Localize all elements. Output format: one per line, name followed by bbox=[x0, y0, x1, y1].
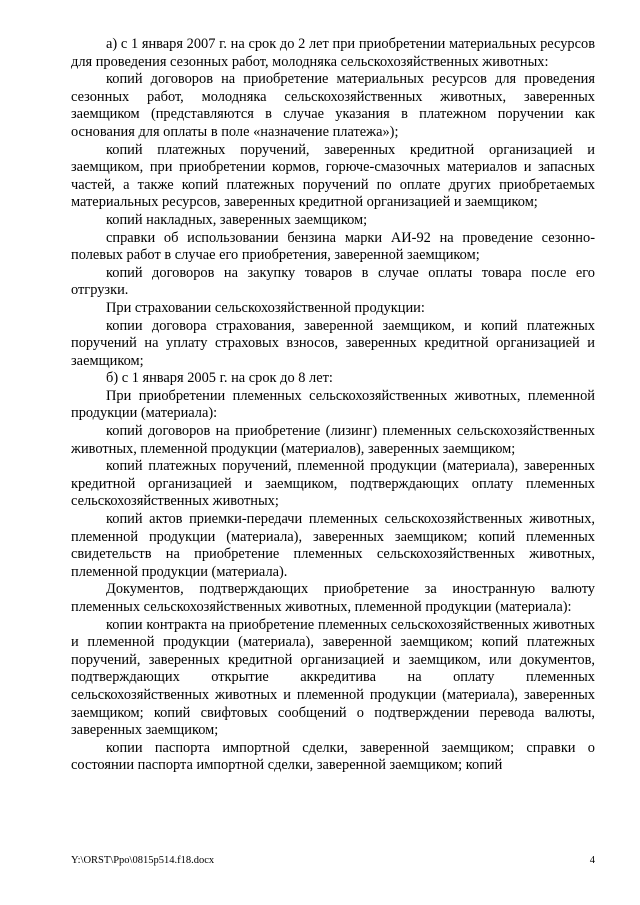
paragraph: копий договоров на закупку товаров в случае оплаты товара после его отгрузки. bbox=[71, 264, 595, 299]
file-path: Y:\ORST\Ppo\0815p514.f18.docx bbox=[71, 855, 215, 866]
document-body bbox=[71, 36, 595, 775]
paragraph: При приобретении племенных сельскохозяйственных животных, племенной продукции (материала): bbox=[71, 387, 595, 422]
paragraph: копий актов приемки-передачи племенных сельскохозяйственных животных, племенной продукции (материала), заверенных заемщиком; копий племенных свидетельств на приобретение племенных сельскохозяйственных животных, племенной продукции (материала). bbox=[71, 511, 595, 580]
paragraph: копий договоров на приобретение материальных ресурсов для проведения сезонных работ, молодняка сельскохозяйственных животных, заверенных заемщиком (представляются в случае указания в платежном поручении как основания для оплаты в поле «назначение платежа»); bbox=[71, 71, 595, 140]
paragraph: Документов, подтверждающих приобретение за иностранную валюту племенных сельскохозяйственных животных, племенной продукции (материала): bbox=[71, 581, 595, 615]
page-number: 4 bbox=[589, 855, 595, 866]
paragraph: копии паспорта импортной сделки, заверенной заемщиком; справки о состоянии паспорта импортной сделки, заверенной заемщиком; копий bbox=[71, 739, 595, 774]
paragraph: копий накладных, заверенных заемщиком; bbox=[106, 211, 368, 228]
paragraph: копий договоров на приобретение (лизинг) племенных сельскохозяйственных животных, племенной продукции (материалов), заверенных заемщиком; bbox=[71, 423, 595, 457]
paragraph: копии договора страхования, заверенной заемщиком, и копий платежных поручений на уплату страховых взносов, заверенных кредитной организацией и заемщиком; bbox=[71, 317, 595, 369]
paragraph: копий платежных поручений, заверенных кредитной организацией и заемщиком, при приобретении кормов, горюче-смазочных материалов и запасных частей, а также копий платежных поручений по оплате других приобретаемых материальных ресурсов, заверенных кредитной организацией и заемщиком; bbox=[71, 141, 595, 211]
paragraph: копий платежных поручений, племенной продукции (материала), заверенных кредитной организацией и заемщиком, подтверждающих оплату племенных сельскохозяйственных животных; bbox=[71, 458, 595, 510]
paragraph: справки об использовании бензина марки АИ-92 на проведение сезонно-полевых работ в случае его приобретения, заверенной заемщиком; bbox=[71, 229, 595, 264]
paragraph: а) с 1 января 2007 г. на срок до 2 лет при приобретении материальных ресурсов для проведения сезонных работ, молодняка сельскохозяйственных животных: bbox=[71, 36, 595, 70]
paragraph: копии контракта на приобретение племенных сельскохозяйственных животных и племенной продукции (материала), заверенной заемщиком; копий платежных поручений, заверенных кредитной организацией и заемщиком, или документов, подтверждающих открытие аккредитива на оплату племенных сельскохозяйственных животных и племенной продукции (материала), заверенных заемщиком; копий свифтовых сообщений о подтверждении перевода валюты, заверенных заемщиком; bbox=[71, 616, 595, 739]
paragraph: При страховании сельскохозяйственной продукции: bbox=[106, 299, 425, 316]
paragraph: б) с 1 января 2005 г. на срок до 8 лет: bbox=[106, 370, 333, 387]
